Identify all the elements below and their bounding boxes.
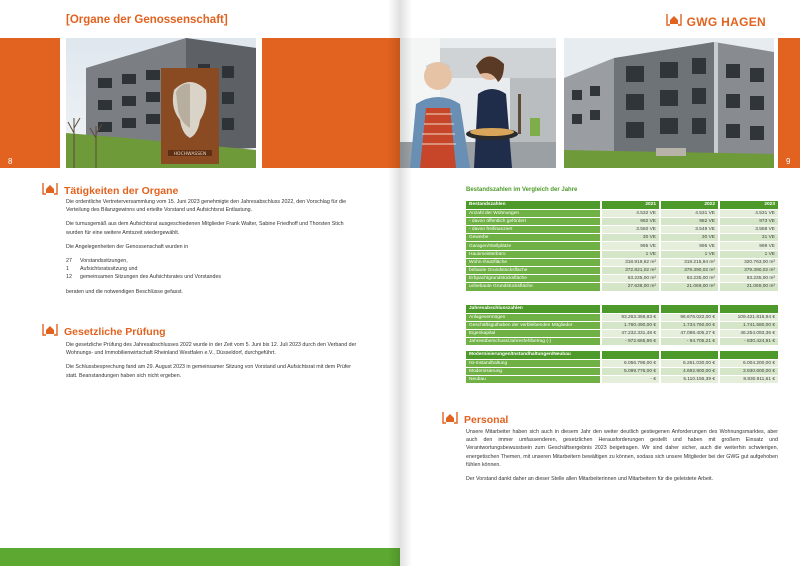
row-label: bebaute Grundstücksfläche — [466, 267, 601, 275]
footer-bar-left — [0, 548, 400, 566]
table-header-row: Modernisierungen/Instandhaltungen/Neubau — [466, 351, 778, 359]
jahresabschluss-table — [466, 305, 778, 346]
table-row — [466, 217, 778, 225]
row-value: 3.558 VE — [719, 226, 778, 234]
row-label: Hausmeisterbüro — [466, 250, 601, 258]
table-row — [466, 376, 778, 384]
row-value: 372.821,02 m² — [601, 267, 660, 275]
table-header-row: Bestandszahlen 2021 2022 2023 — [466, 201, 778, 209]
table-row — [466, 321, 778, 329]
brand-name: GWG HAGEN — [686, 14, 766, 29]
row-value: - € — [601, 376, 660, 384]
row-value: 6.056.796,00 € — [601, 359, 660, 367]
row-value: 31 VE — [719, 234, 778, 242]
paragraph: Die gesetzliche Prüfung des Jahresabschlusses 2022 wurde in der Zeit vom 5. Juni bis 12. Juli 2023 durch den Verband der Wohnungs- und Immobilienwirtschaft Rheinland Westfalen e.V., Düsseldorf, durchgeführt. — [66, 342, 357, 357]
page-number-right: 9 — [786, 157, 791, 166]
row-value: 320.763,00 m² — [719, 258, 778, 266]
paragraph: Die Angelegenheiten der Genossenschaft wurden in — [66, 243, 189, 250]
personal-body — [466, 428, 778, 489]
paragraph: Die turnusgemäß aus dem Aufsichtsrat ausgeschiedenen Mitglieder Frank Walter, Sabine Friedhoff und Thorsten Stich wurden für eine weitere Amtszeit wiedergewählt. — [66, 221, 344, 236]
table-row — [466, 283, 778, 291]
row-value: 4.531 VE — [660, 209, 719, 217]
row-value: 21.069,00 m² — [719, 283, 778, 291]
row-label: Modernisierung — [466, 367, 601, 375]
row-label: Gewerbe — [466, 234, 601, 242]
row-value: 96.676.022,00 € — [660, 313, 719, 321]
table-header-row: Jahresabschlusszahlen — [466, 305, 778, 313]
row-value: 1 VE — [601, 250, 660, 258]
table-row — [466, 359, 778, 367]
list-item: 1 Aufsichtsratssitzung und — [66, 266, 138, 273]
table-row — [466, 330, 778, 338]
row-value: 8.830.911,61 € — [719, 376, 778, 384]
row-value: 992 VE — [601, 217, 660, 225]
row-label: Anlagevermögen — [466, 313, 601, 321]
table-row — [466, 250, 778, 258]
heading-personal — [442, 410, 508, 429]
row-value: 1.760.490,00 € — [601, 321, 660, 329]
row-value: - 830.424,91 € — [719, 338, 778, 346]
row-label: Jahresüberschuss/Jahresfehlbetrag (-) — [466, 338, 601, 346]
row-value: 4.532 VE — [601, 209, 660, 217]
row-value: 6.261.030,00 € — [660, 359, 719, 367]
row-value: 318.919,62 m² — [601, 258, 660, 266]
row-value: 995 VE — [601, 242, 660, 250]
paragraph: Unsere Mitarbeiter haben sich auch in diesem Jahr den weiter deutlich gestiegenen Anforderungen des Wohnungsmarktes, aber auch den immer umfassenderen, gesetzlichen Herausforderungen gestellt und haben mit großem Einsatz und Verantwortungsbewusstsein zum Geschäftsergebnis 2023 beigetragen. Wir sind daher sicher, auch die weiterhin schwierigen, energetischen Themen, mit unseren Mitarbeitern bewältigen zu können, sodass sich unsere Mitglieder bei der GWG gut aufgehoben fühlen können. — [466, 429, 778, 468]
row-value: 30 VE — [601, 234, 660, 242]
brand-logo — [666, 12, 766, 31]
row-value: 3.930.600,00 € — [719, 367, 778, 375]
house-bracket-icon — [42, 181, 58, 200]
row-value: 999 VE — [719, 242, 778, 250]
row-value: 973 VE — [719, 217, 778, 225]
modernisierung-table — [466, 351, 778, 384]
heading-text: Gesetzliche Prüfung — [64, 325, 166, 338]
row-value: 47.232.331,48 € — [601, 330, 660, 338]
heading-pruefung — [42, 322, 166, 341]
row-label: Neubau — [466, 376, 601, 384]
row-value: 982 VE — [660, 217, 719, 225]
row-label: Eigenkapital — [466, 330, 601, 338]
row-label: Erbpachtgrundstücksfläche — [466, 275, 601, 283]
house-bracket-icon — [42, 322, 58, 341]
bestandszahlen-table — [466, 201, 778, 292]
sign-lettering: HOCHWASSEN — [173, 152, 207, 157]
row-label: Geschäftsguthaben der verbleibenden Mitglieder — [466, 321, 601, 329]
row-value: 93.263.359,83 € — [601, 313, 660, 321]
row-value: 109.421.816,94 € — [719, 313, 778, 321]
row-value: 5.099.776,00 € — [601, 367, 660, 375]
building-photo-right — [564, 38, 774, 168]
paragraph: Die ordentliche Vertreterversammlung vom 15. Juni 2023 genehmigte den Jahresabschluss 2022, den Vorschlag für die Verteilung des Bilanzgewinns und erteilte Vorstand und Aufsichtsrat Entlastung. — [66, 199, 347, 214]
row-label: Ist-Instandhaltung — [466, 359, 601, 367]
section2-body — [66, 341, 362, 386]
row-value: - 972.665,96 € — [601, 338, 660, 346]
row-value: 63.235,00 m² — [660, 275, 719, 283]
row-value: 1 VE — [660, 250, 719, 258]
section1-body — [66, 198, 362, 302]
paragraph: Der Vorstand dankt daher an dieser Stelle allen Mitarbeiterinnen und Mitarbeitern für die geleistete Arbeit. — [466, 476, 714, 483]
paragraph: beraten und die notwendigen Beschlüsse gefasst. — [66, 288, 183, 295]
table-row — [466, 275, 778, 283]
meeting-list — [66, 257, 362, 282]
paragraph: Die Schlussbesprechung fand am 29. August 2023 in gemeinsamer Sitzung von Vorstand und Aufsichtsrat mit dem Prüfer statt. Beanstandungen haben sich nicht ergeben. — [66, 364, 352, 379]
row-label: Wohn-/Nutzfläche — [466, 258, 601, 266]
row-value: 319.215,84 m² — [660, 258, 719, 266]
page-number-left: 8 — [8, 157, 13, 166]
section-title: [Organe der Genossenschaft] — [66, 14, 228, 26]
row-value: 6.004.200,00 € — [719, 359, 778, 367]
orange-band-left — [0, 38, 60, 168]
table-row — [466, 242, 778, 250]
row-value: 3.549 VE — [660, 226, 719, 234]
row-value: 21.069,00 m² — [660, 283, 719, 291]
table-row — [466, 267, 778, 275]
row-value: 379.390,02 m² — [719, 267, 778, 275]
table-row — [466, 234, 778, 242]
row-value: 46.254.093,36 € — [719, 330, 778, 338]
row-value: 1.734.760,00 € — [660, 321, 719, 329]
row-label: Garagen/Stellplätze — [466, 242, 601, 250]
kitchen-photo — [400, 38, 556, 168]
row-value: 5.110.156,39 € — [660, 376, 719, 384]
orange-band-right — [778, 38, 800, 168]
house-bracket-icon — [442, 410, 458, 429]
row-value: 30 VE — [660, 234, 719, 242]
table-row — [466, 338, 778, 346]
heading-text: Tätigkeiten der Organe — [64, 184, 179, 197]
row-value: 63.235,00 m² — [601, 275, 660, 283]
row-value: 3.550 VE — [601, 226, 660, 234]
row-value: 27.638,00 m² — [601, 283, 660, 291]
orange-band-left-2 — [262, 38, 400, 168]
list-item: 27 Vorstandssitzungen, — [66, 258, 128, 265]
building-photo-left — [66, 38, 256, 168]
row-value: 1.741.580,00 € — [719, 321, 778, 329]
row-value: 379.390,02 m² — [660, 267, 719, 275]
row-label: - davon freifinanziert — [466, 226, 601, 234]
table-row — [466, 313, 778, 321]
row-label: Anzahl der Wohnungen — [466, 209, 601, 217]
row-value: 4.692.900,00 € — [660, 367, 719, 375]
row-value: 1 VE — [719, 250, 778, 258]
house-bracket-icon — [666, 12, 682, 31]
table-row — [466, 209, 778, 217]
row-label: - davon öffentlich gefördert — [466, 217, 601, 225]
table-row — [466, 258, 778, 266]
table-row — [466, 226, 778, 234]
heading-text: Personal — [464, 413, 509, 426]
table-row — [466, 367, 778, 375]
row-value: 47.098.406,27 € — [660, 330, 719, 338]
row-value: 4.531 VE — [719, 209, 778, 217]
list-item: 12 gemeinsamen Sitzungen des Aufsichtsrates und Vorstandes — [66, 274, 222, 281]
row-value: 995 VE — [660, 242, 719, 250]
row-label: unbebaute Grundstücksfläche — [466, 283, 601, 291]
row-value: - 94.705,21 € — [660, 338, 719, 346]
row-value: 63.235,00 m² — [719, 275, 778, 283]
table-title: Bestandszahlen im Vergleich der Jahre — [466, 187, 578, 193]
